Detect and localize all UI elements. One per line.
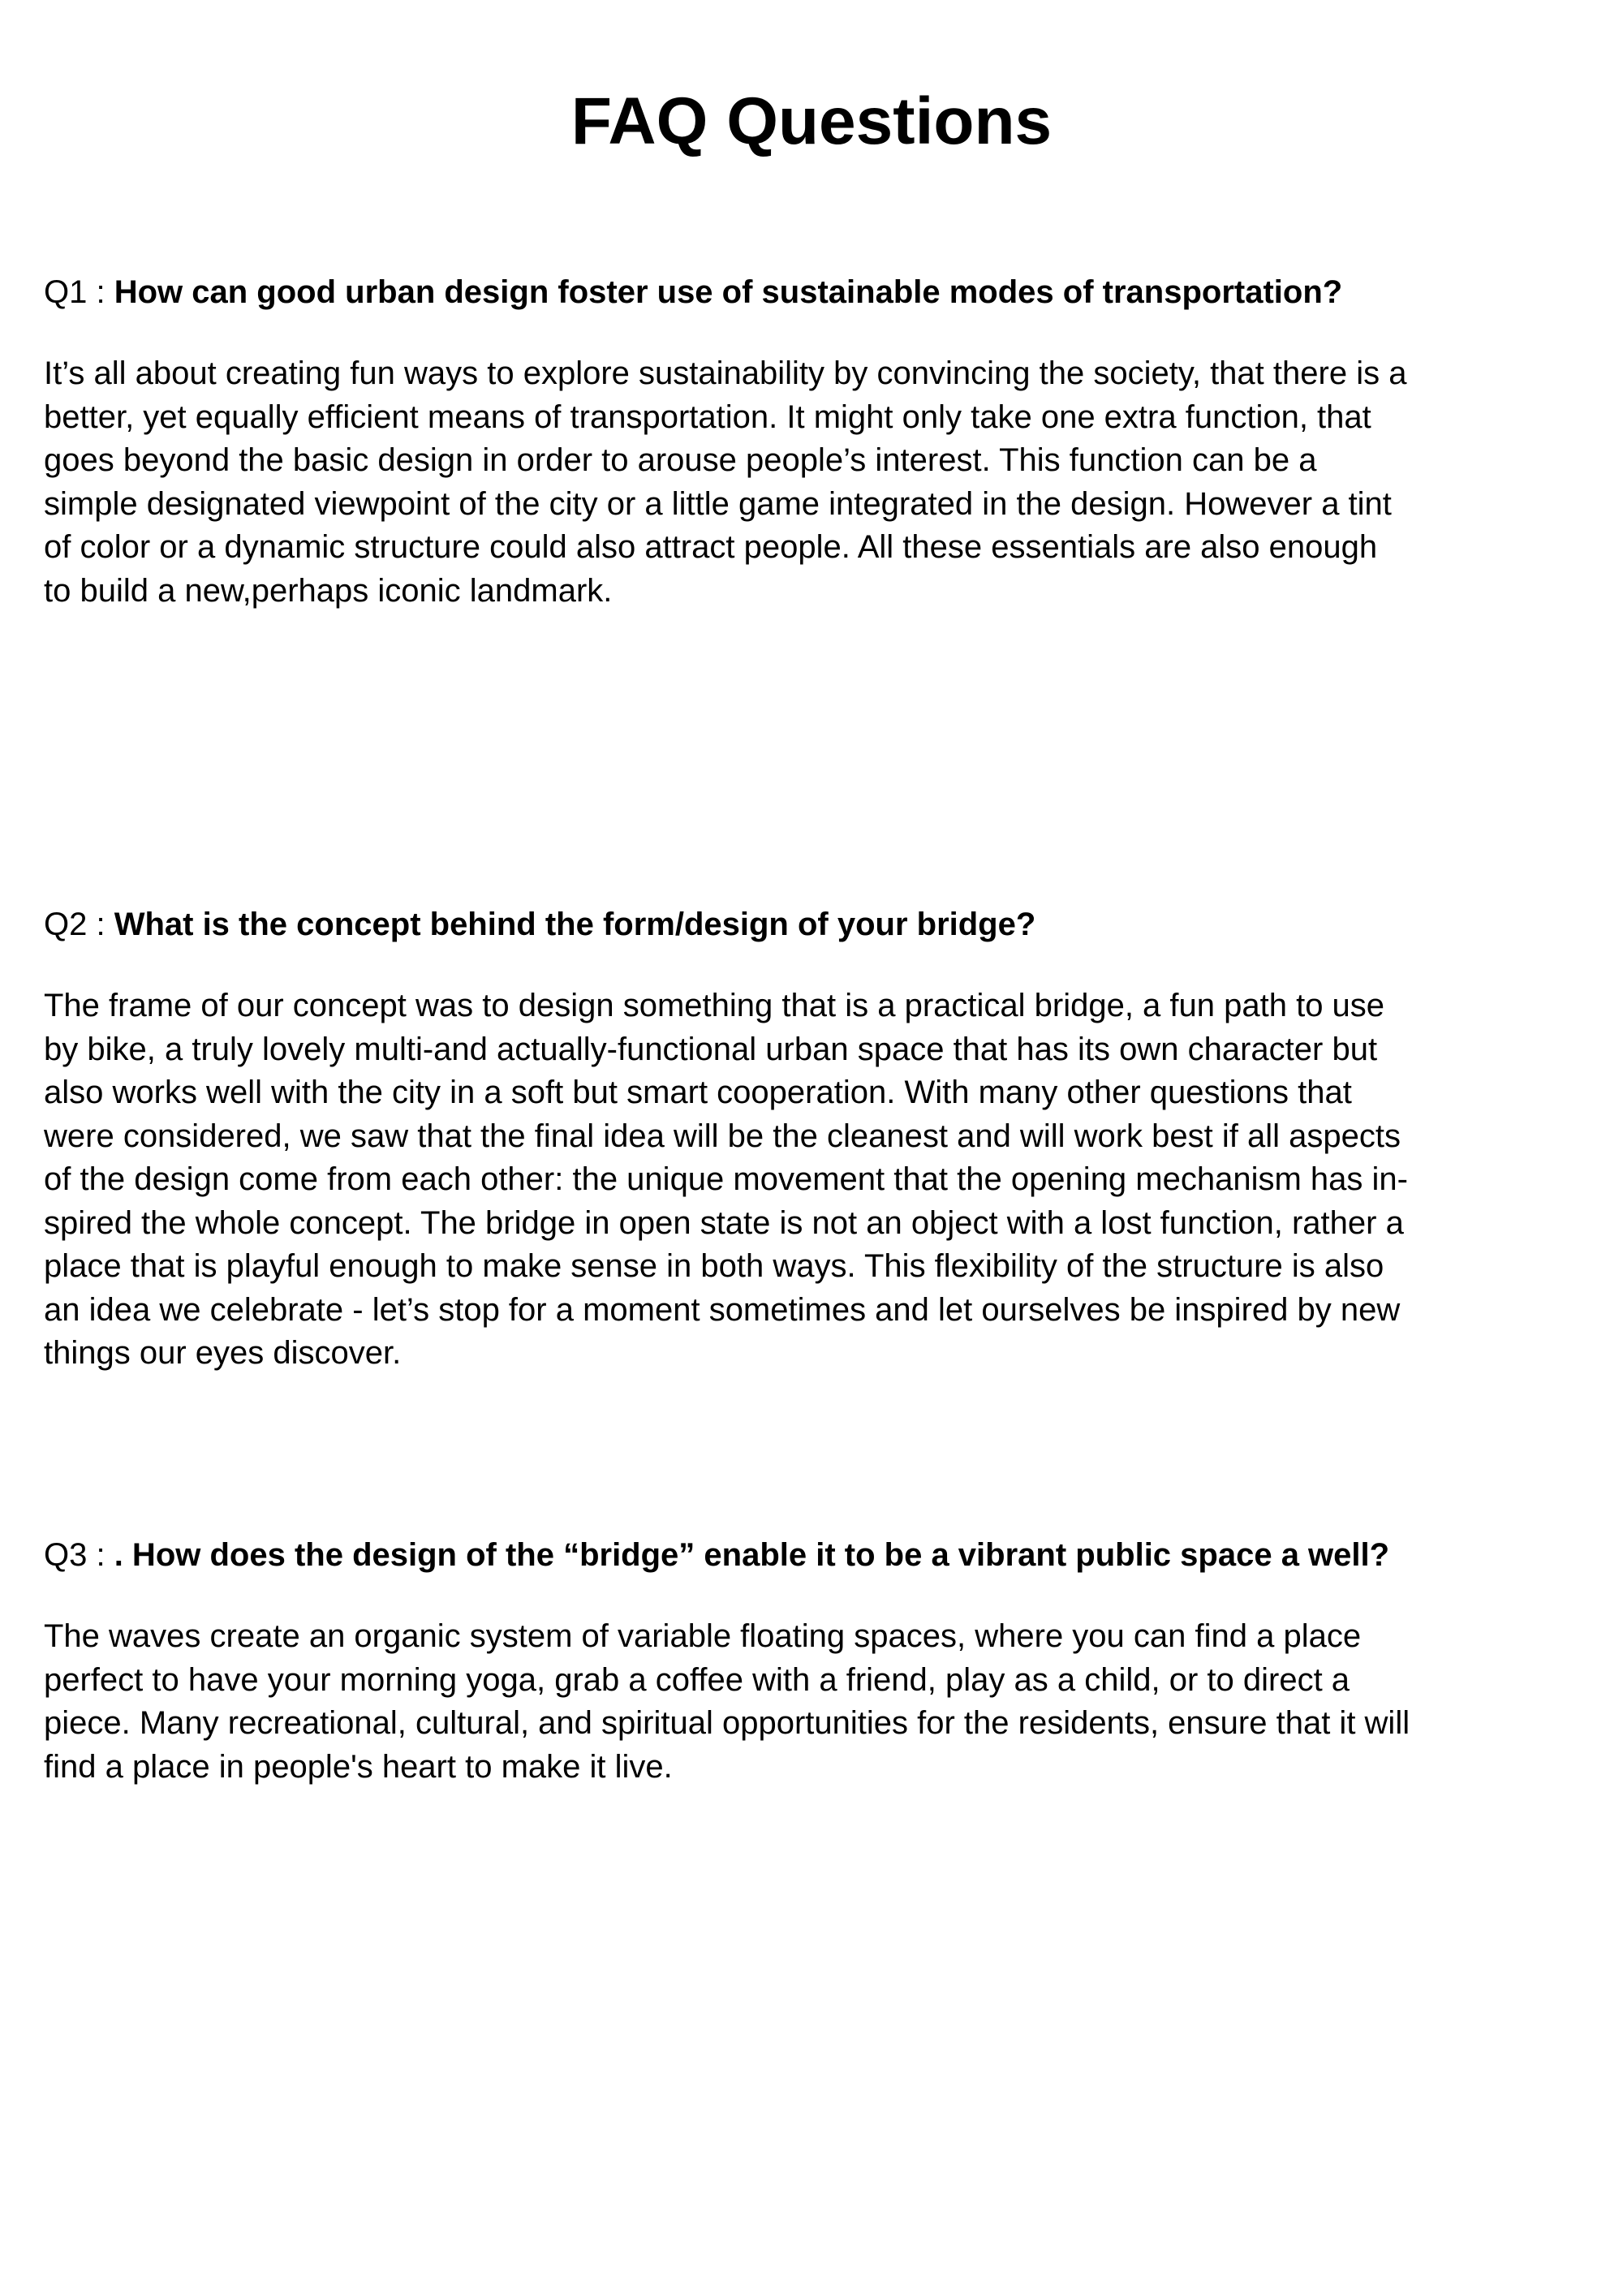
answer-line: of the design come from each other: the unique movement that the opening mechanism has in- [44,1161,1408,1197]
answer-line: an idea we celebrate - let’s stop for a moment sometimes and let ourselves be inspired by new [44,1291,1401,1328]
faq-question-prefix: Q1 : [44,274,114,310]
answer-line: of color or a dynamic structure could also attract people. All these essentials are also enough [44,529,1378,565]
answer-line: spired the whole concept. The bridge in open state is not an object with a lost function, rather a [44,1204,1404,1241]
answer-line: to build a new,perhaps iconic landmark. [44,572,613,609]
answer-line: better, yet equally efficient means of transportation. It might only take one extra function, that [44,398,1371,435]
answer-line: piece. Many recreational, cultural, and spiritual opportunities for the residents, ensure that it will [44,1705,1410,1741]
faq-question-text: How can good urban design foster use of sustainable modes of transportation? [114,274,1343,310]
answer-line: The frame of our concept was to design something that is a practical bridge, a fun path to use [44,988,1385,1023]
answer-line: were considered, we saw that the final idea will be the cleanest and will work best if all aspects [44,1118,1401,1154]
faq-question-prefix: Q3 : [44,1537,114,1573]
faq-item-1 [44,271,1586,613]
faq-item-2 [44,903,1586,1376]
faq-question-text: What is the concept behind the form/design of your bridge? [114,907,1036,942]
faq-question-1 [44,271,1586,313]
answer-line: things our eyes discover. [44,1335,402,1371]
answer-line: The waves create an organic system of variable floating spaces, where you can find a place [44,1618,1362,1654]
answer-line: also works well with the city in a soft but smart cooperation. With many other questions that [44,1075,1352,1110]
answer-line: simple designated viewpoint of the city or a little game integrated in the design. However a tint [44,485,1392,522]
answer-line: by bike, a truly lovely multi-and actually-functional urban space that has its own character but [44,1031,1378,1067]
faq-question-2 [44,903,1586,946]
faq-question-prefix: Q2 : [44,907,114,942]
faq-answer-3 [44,1615,1586,1789]
faq-question-text: . How does the design of the “bridge” enable it to be a vibrant public space a well? [114,1537,1390,1573]
answer-line: goes beyond the basic design in order to arouse people’s interest. This function can be a [44,442,1317,478]
answer-line: It’s all about creating fun ways to explore sustainability by convincing the society, that there is a [44,355,1407,391]
faq-answer-2 [44,984,1586,1376]
faq-item-3 [44,1534,1586,1789]
faq-answer-1 [44,352,1586,613]
answer-line: place that is playful enough to make sense in both ways. This flexibility of the structure is also [44,1248,1384,1284]
answer-line: find a place in people's heart to make it live. [44,1748,673,1785]
page-title: FAQ Questions [570,84,1053,158]
answer-line: perfect to have your morning yoga, grab a coffee with a friend, play as a child, or to direct a [44,1661,1350,1698]
faq-question-3 [44,1534,1586,1576]
